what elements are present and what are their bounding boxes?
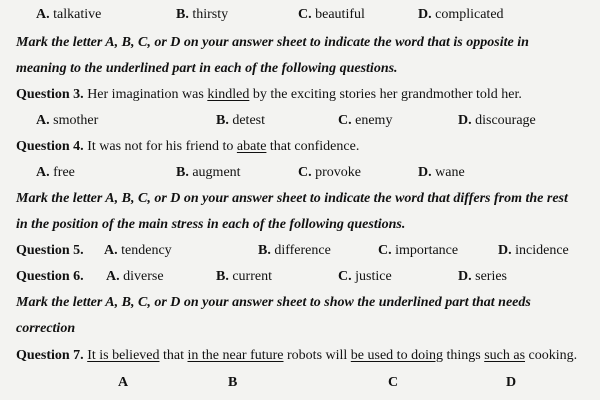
question-text: things (446, 348, 481, 363)
option-letter: B. (258, 243, 271, 258)
q7-part-markers (0, 372, 600, 394)
q4-options-row (0, 162, 600, 184)
q2-options-row (0, 4, 600, 26)
option-letter: A. (36, 165, 50, 180)
option-letter: A. (104, 243, 118, 258)
option-text: wane (435, 165, 465, 180)
underlined-part-b: in the near future (187, 348, 284, 363)
option-letter: B. (176, 165, 189, 180)
option-letter: D. (458, 113, 472, 128)
option-letter: C. (338, 269, 352, 284)
option-text: talkative (53, 7, 102, 22)
option-text: diverse (123, 269, 164, 284)
option-text: free (53, 165, 75, 180)
q3-option-d (458, 110, 536, 132)
option-letter: C. (338, 113, 352, 128)
q2-option-d (418, 4, 504, 26)
option-letter: D. (498, 243, 512, 258)
option-letter: A. (36, 7, 50, 22)
option-text: smother (53, 113, 99, 128)
option-text: augment (192, 165, 241, 180)
question-3 (0, 84, 600, 106)
option-text: series (475, 269, 508, 284)
q5-option-b (258, 240, 331, 262)
option-letter: C. (298, 165, 312, 180)
q2-option-c (298, 4, 365, 26)
question-6 (0, 266, 600, 288)
q4-option-d (418, 162, 465, 184)
underlined-word: kindled (207, 87, 250, 102)
question-text: that confidence. (269, 139, 360, 154)
underlined-part-a: It is believed (87, 348, 160, 363)
question-label: Question 5. (16, 243, 84, 258)
option-text: discourage (475, 113, 536, 128)
option-text: justice (355, 269, 392, 284)
part-marker-a: A (118, 375, 129, 390)
part-marker-d: D (506, 375, 517, 390)
q6-option-b (216, 266, 272, 288)
q4-option-c (298, 162, 361, 184)
underlined-part-c: be used to doing (350, 348, 443, 363)
option-letter: B. (216, 113, 229, 128)
q2-option-b (176, 4, 228, 26)
question-label: Question 7. (16, 348, 84, 363)
option-letter: D. (418, 7, 432, 22)
option-text: detest (232, 113, 265, 128)
q6-option-d (458, 266, 507, 288)
q3-option-a (36, 110, 98, 132)
option-letter: C. (298, 7, 312, 22)
question-text: Her imagination was (87, 87, 204, 102)
instruction-1-line-1 (0, 32, 600, 54)
question-5 (0, 240, 600, 262)
instruction-3-line-2 (0, 318, 600, 340)
option-text: beautiful (315, 7, 365, 22)
option-letter: C. (378, 243, 392, 258)
option-letter: A. (36, 113, 50, 128)
instruction-text: Mark the letter A, B, C, or D on your answer sheet to indicate the word that is opposite in (16, 35, 529, 50)
part-marker-c: C (388, 375, 399, 390)
part-marker-b: B (228, 375, 238, 390)
q2-option-a (36, 4, 101, 26)
underlined-part-d: such as (484, 348, 526, 363)
option-letter: B. (176, 7, 189, 22)
q4-option-a (36, 162, 75, 184)
option-letter: D. (418, 165, 432, 180)
instruction-2-line-1 (0, 188, 600, 210)
q5-option-d (498, 240, 569, 262)
option-letter: D. (458, 269, 472, 284)
option-letter: B. (216, 269, 229, 284)
option-text: importance (395, 243, 459, 258)
q4-option-b (176, 162, 241, 184)
question-label: Question 3. (16, 87, 84, 102)
option-text: thirsty (192, 7, 229, 22)
option-letter: A. (106, 269, 120, 284)
instruction-text: Mark the letter A, B, C, or D on your answer sheet to indicate the word that differs from the rest (16, 191, 568, 206)
question-text: robots will (287, 348, 348, 363)
question-7 (0, 345, 600, 367)
question-4 (0, 136, 600, 158)
option-text: tendency (121, 243, 172, 258)
instruction-text: correction (16, 321, 76, 336)
q3-option-c (338, 110, 392, 132)
question-text: cooking. (528, 348, 578, 363)
underlined-word: abate (236, 139, 267, 154)
instruction-1-line-2 (0, 58, 600, 80)
question-7-stem (16, 345, 577, 367)
option-text: enemy (355, 113, 393, 128)
question-text: It was not for his friend to (87, 139, 234, 154)
option-text: current (232, 269, 272, 284)
option-text: difference (274, 243, 331, 258)
q5-option-c (378, 240, 458, 262)
q6-option-a (106, 266, 164, 288)
q3-option-b (216, 110, 265, 132)
question-text: by the exciting stories her grandmother told her. (252, 87, 522, 102)
option-text: provoke (315, 165, 362, 180)
question-label: Question 6. (16, 269, 84, 284)
instruction-2-line-2 (0, 214, 600, 236)
question-label: Question 4. (16, 139, 84, 154)
question-4-stem (16, 136, 359, 158)
instruction-text: Mark the letter A, B, C, or D on your answer sheet to show the underlined part that needs (16, 295, 531, 310)
question-3-stem (16, 84, 522, 106)
option-text: complicated (435, 7, 504, 22)
q5-option-a (104, 240, 172, 262)
instruction-3-line-1 (0, 292, 600, 314)
q3-options-row (0, 110, 600, 132)
option-text: incidence (515, 243, 569, 258)
question-text: that (163, 348, 184, 363)
instruction-text: in the position of the main stress in each of the following questions. (16, 217, 406, 232)
q6-option-c (338, 266, 392, 288)
instruction-text: meaning to the underlined part in each of the following questions. (16, 61, 398, 76)
